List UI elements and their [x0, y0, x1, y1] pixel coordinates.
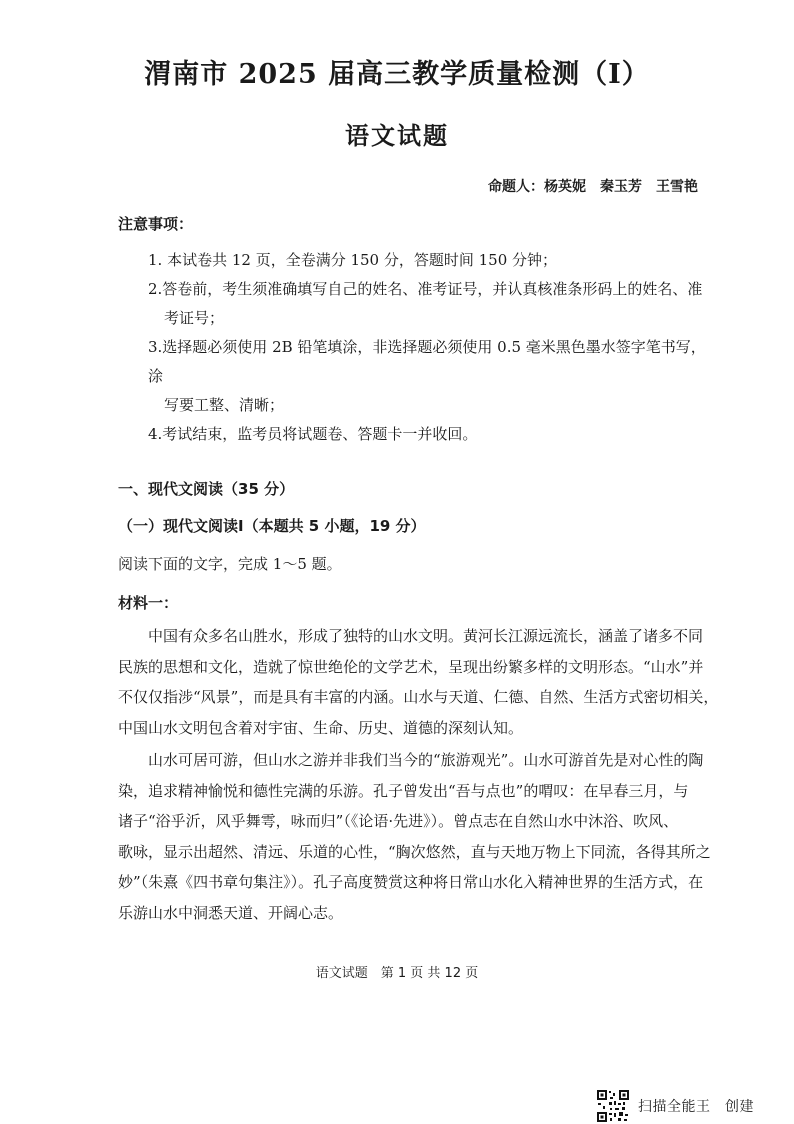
- notice-item-text: 2.答卷前，考生须准确填写自己的姓名、准考证号，并认真核准条形码上的姓名、准: [148, 280, 703, 298]
- scanner-watermark: [596, 1088, 754, 1124]
- notice-item-continuation: 考证号；: [164, 309, 225, 327]
- passage-line: 歌咏，显示出超然、清远、乐道的心性，“胸次悠然，直与天地万物上下同流，各得其所之: [118, 842, 711, 861]
- notice-item-text: 3.选择题必须使用 2B 铅笔填涂，非选择题必须使用 0.5 毫米黑色墨水签字笔书写，涂: [148, 338, 706, 385]
- passage-line: 诸子“浴乎沂，风乎舞雩，咏而归”（《论语·先进》）。曾点志在自然山水中沐浴、吹风、: [118, 812, 679, 830]
- page-footer: 语文试题 第 1 页 共 12 页: [315, 966, 479, 981]
- passage-line: 不仅仅指涉“风景”，而是具有丰富的内涵。山水与天道、仁德、自然、生活方式密切相关，: [118, 688, 719, 706]
- reading-instruction: 阅读下面的文字，完成 1～5 题。: [118, 555, 342, 573]
- notice-item: [148, 420, 718, 449]
- notice-list: [148, 246, 718, 449]
- passage-line: 妙”（朱熹《四书章句集注》）。孔子高度赞赏这种将日常山水化入精神世界的生活方式，在: [118, 873, 704, 891]
- exam-title: 渭南市 2025 届高三教学质量检测（Ⅰ）: [144, 59, 650, 90]
- exam-authors: 命题人：杨英妮 秦玉芳 王雪艳: [488, 179, 698, 195]
- notice-heading: 注意事项：: [118, 215, 194, 233]
- passage-line: 山水可居可游，但山水之游并非我们当今的“旅游观光”。山水可游首先是对心性的陶: [118, 751, 704, 769]
- watermark-text: 扫描全能王 创建: [638, 1099, 754, 1115]
- passage-paragraph: [118, 621, 719, 743]
- passage-line: 民族的思想和文化，造就了惊世绝伦的文学艺术，呈现出纷繁多样的文明形态。“山水”并: [118, 657, 704, 676]
- passage-line: 中国有众多名山胜水，形成了独特的山水文明。黄河长江源远流长，涵盖了诸多不同: [118, 627, 704, 645]
- notice-item: [148, 246, 718, 275]
- passage-line: 乐游山水中洞悉天道、开阔心志。: [118, 903, 344, 922]
- notice-item-text: 1. 本试卷共 12 页，全卷满分 150 分，答题时间 150 分钟；: [148, 251, 558, 269]
- qr-code-icon: [596, 1089, 630, 1123]
- section-heading: 一、现代文阅读（35 分）: [118, 480, 295, 498]
- notice-item: [148, 275, 718, 333]
- material-label: 材料一：: [118, 594, 179, 612]
- notice-item: [148, 333, 718, 420]
- notice-item-continuation: 写要工整、清晰；: [164, 396, 285, 414]
- reading-passage: [118, 621, 719, 928]
- notice-item-text: 4.考试结束，监考员将试题卷、答题卡一并收回。: [148, 425, 478, 443]
- passage-line: 中国山水文明包含着对宇宙、生命、历史、道德的深刻认知。: [118, 718, 524, 737]
- exam-subtitle: 语文试题: [345, 121, 449, 150]
- passage-paragraph: [118, 745, 711, 928]
- subsection-heading: （一）现代文阅读Ⅰ（本题共 5 小题，19 分）: [118, 517, 426, 535]
- passage-line: 染，追求精神愉悦和德性完满的乐游。孔子曾发出“吾与点也”的喟叹：在早春三月，与: [118, 781, 689, 800]
